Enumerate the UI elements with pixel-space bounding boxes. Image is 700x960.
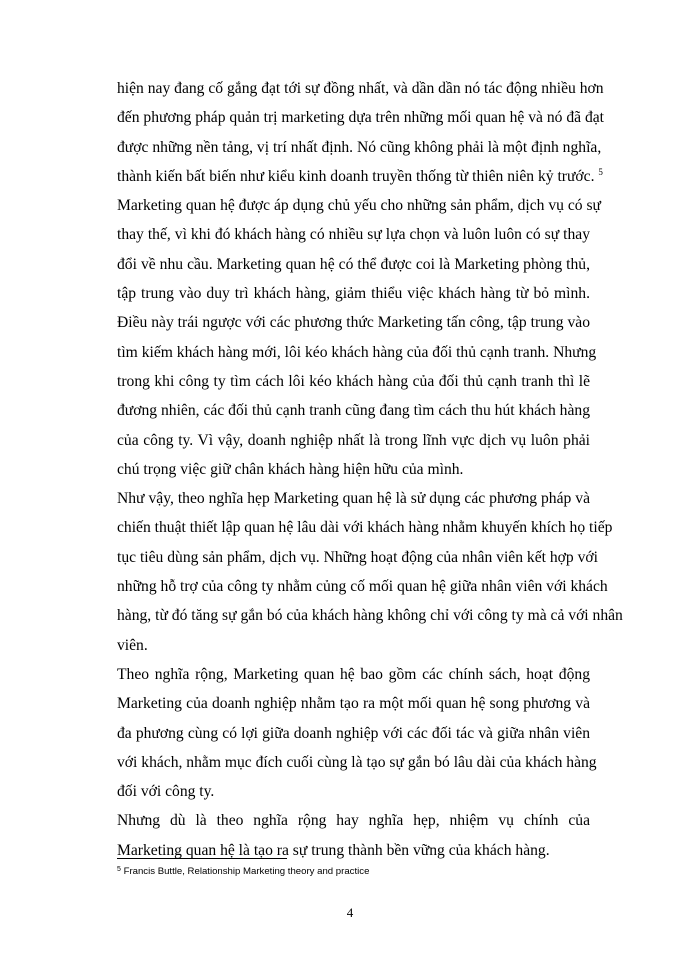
text-line: của công ty. Vì vậy, doanh nghiệp nhất là trong lĩnh vực dịch vụ luôn phải [117,431,590,449]
text-line: chiến thuật thiết lập quan hệ lâu dài với khách hàng nhằm khuyến khích họ tiếp [117,519,613,537]
text-line: những hỗ trợ của công ty nhằm củng cố mối quan hệ giữa nhân viên với khách [117,578,608,596]
footnote [117,866,590,878]
text-line: đa phương cùng có lợi giữa doanh nghiệp với các đối tác và giữa nhân viên [117,724,590,742]
text-line: Nhưng dù là theo nghĩa rộng hay nghĩa hẹp, nhiệm vụ chính của [117,812,590,830]
text-line: được những nền tảng, vị trí nhất định. Nó cũng không phải là một định nghĩa, [117,138,602,156]
body-text [117,74,623,865]
text-line-with-footnote-ref [117,162,603,191]
footnote-marker: 5 [117,866,121,873]
text-line: hàng, từ đó tăng sự gắn bó của khách hàng không chỉ với công ty mà cả với nhân [117,607,623,625]
text-line: viên. [117,636,148,654]
text-line: Như vậy, theo nghĩa hẹp Marketing quan hệ là sử dụng các phương pháp và [117,490,590,508]
text-line: trong khi công ty tìm cách lôi kéo khách hàng của đối thủ cạnh tranh thì lẽ [117,372,590,390]
text-line: tục tiêu dùng sản phẩm, dịch vụ. Những hoạt động của nhân viên kết hợp với [117,548,598,566]
text-line: hiện nay đang cố gắng đạt tới sự đồng nhất, và dần dần nó tác động nhiều hơn [117,80,604,97]
page-number: 4 [346,905,354,920]
text-line: đương nhiên, các đối thủ cạnh tranh cũng đang tìm cách thu hút khách hàng [117,402,590,420]
footnote-reference: 5 [598,166,603,177]
text-line: với khách, nhằm mục đích cuối cùng là tạo sự gắn bó lâu dài của khách hàng [117,753,597,771]
footnote-text: Francis Buttle, Relationship Marketing theory and practice [123,866,370,877]
text-line: đối với công ty. [117,783,215,801]
text-line: Marketing quan hệ được áp dụng chủ yếu cho những sản phẩm, dịch vụ có sự [117,197,601,215]
text-line: tìm kiếm khách hàng mới, lôi kéo khách hàng của đối thủ cạnh tranh. Nhưng [117,343,597,361]
text-line: Điều này trái ngược với các phương thức Marketing tấn công, tập trung vào [117,314,590,332]
text-line: thay thế, vì khi đó khách hàng có nhiều sự lựa chọn và luôn luôn có sự thay [117,226,590,244]
text-line: đổi về nhu cầu. Marketing quan hệ có thể được coi là Marketing phòng thủ, [117,255,590,273]
text-line: Theo nghĩa rộng, Marketing quan hệ bao gồm các chính sách, hoạt động [117,665,590,683]
text-line: thành kiến bất biến như kiểu kinh doanh truyền thống từ thiên niên kỷ trước. [117,167,595,185]
text-line: tập trung vào duy trì khách hàng, giảm thiểu việc khách hàng từ bỏ mình. [117,285,590,303]
text-line: Marketing quan hệ là tạo ra sự trung thành bền vững của khách hàng. [117,841,550,859]
text-line: Marketing của doanh nghiệp nhằm tạo ra một mối quan hệ song phương và [117,695,590,713]
text-line: đến phương pháp quản trị marketing dựa trên những mối quan hệ và nó đã đạt [117,109,605,127]
footnote-separator [117,858,287,859]
text-line: chú trọng việc giữ chân khách hàng hiện hữu của mình. [117,460,464,478]
